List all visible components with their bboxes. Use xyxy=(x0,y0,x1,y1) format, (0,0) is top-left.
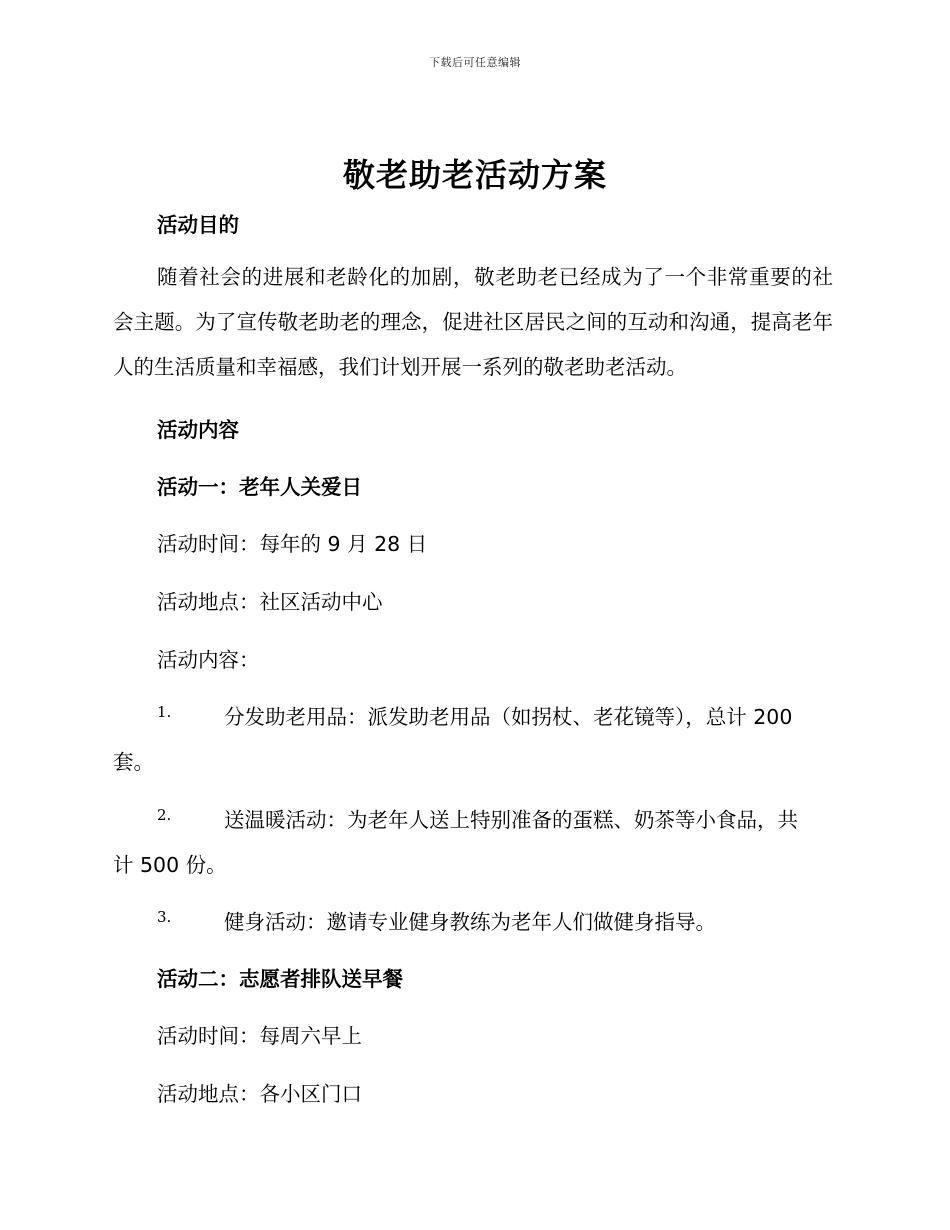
activity1-time: 活动时间：每年的 9 月 28 日 xyxy=(157,532,428,556)
content-heading: 活动内容 xyxy=(157,418,239,442)
list-item-text: 分发助老用品：派发助老用品（如拐杖、老花镜等），总计 200 xyxy=(224,705,793,729)
activity1-heading: 活动一：老年人关爱日 xyxy=(157,475,362,499)
list-item-text: 健身活动：邀请专业健身教练为老年人们做健身指导。 xyxy=(224,910,716,934)
activity1-place: 活动地点：社区活动中心 xyxy=(157,590,383,614)
document-body xyxy=(113,0,833,1230)
activity2-place: 活动地点：各小区门口 xyxy=(157,1082,362,1106)
list-item-continuation: 计 500 份。 xyxy=(113,853,227,877)
list-item-number: 1. xyxy=(157,703,172,721)
list-item-text: 送温暖活动：为老年人送上特别准备的蛋糕、奶茶等小食品，共 xyxy=(224,808,798,832)
activity1-content-label: 活动内容： xyxy=(157,648,260,672)
activity2-time: 活动时间：每周六早上 xyxy=(157,1024,362,1048)
list-item-continuation: 套。 xyxy=(113,750,154,774)
list-item-number: 3. xyxy=(157,908,172,926)
list-item-number: 2. xyxy=(157,806,172,824)
activity2-heading: 活动二：志愿者排队送早餐 xyxy=(157,967,403,991)
purpose-paragraph: 随着社会的进展和老龄化的加剧，敬老助老已经成为了一个非常重要的社会主题。为了宣传敬老助老的理念，促进社区居民之间的互动和沟通，提高老年人的生活质量和幸福感，我们计划开展一系列的敬老助老活动。 xyxy=(113,265,833,379)
document-title: 敬老助老活动方案 xyxy=(342,156,607,194)
header-note: 下载后可任意编辑 xyxy=(429,56,521,69)
purpose-heading: 活动目的 xyxy=(157,213,239,237)
